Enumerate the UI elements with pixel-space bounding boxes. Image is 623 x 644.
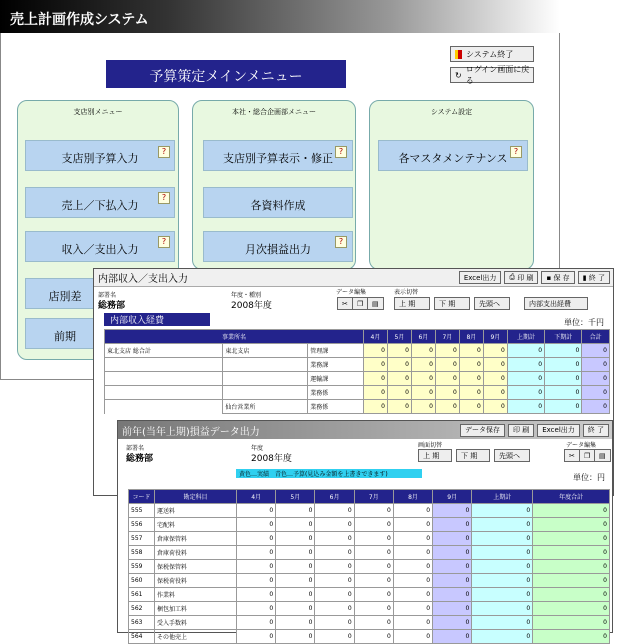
value-cell[interactable]: 0 bbox=[582, 372, 610, 386]
value-cell[interactable]: 0 bbox=[582, 344, 610, 358]
window-title: 前年(当年上期)損益データ出力 bbox=[122, 426, 260, 438]
account-cell: その他売上 bbox=[155, 630, 237, 644]
code-cell: 563 bbox=[129, 616, 155, 630]
value-cell[interactable]: 0 bbox=[533, 616, 610, 630]
table-row bbox=[129, 504, 610, 518]
value-cell[interactable]: 0 bbox=[354, 574, 393, 588]
branch-cell bbox=[223, 372, 308, 386]
first-half-button[interactable]: 上 期 bbox=[418, 449, 452, 462]
value-cell[interactable]: 0 bbox=[393, 630, 432, 644]
app-title: 売上計画作成システム bbox=[0, 0, 560, 33]
table-row bbox=[129, 560, 610, 574]
top-button[interactable]: 先頭へ bbox=[474, 297, 510, 310]
org-cell: 東北支店 総合計 bbox=[105, 344, 223, 358]
value-cell[interactable]: 0 bbox=[483, 358, 507, 372]
value-cell[interactable]: 0 bbox=[393, 504, 432, 518]
dept-value: 総務部 bbox=[98, 301, 126, 311]
value-cell[interactable]: 0 bbox=[354, 588, 393, 602]
value-cell[interactable]: 0 bbox=[237, 504, 276, 518]
table-row bbox=[129, 630, 610, 644]
code-cell: 558 bbox=[129, 546, 155, 560]
unit-label: 単位：円 bbox=[573, 473, 605, 482]
print-button[interactable]: ⎙ 印 刷 bbox=[504, 271, 538, 284]
year-value: 2008年度 bbox=[231, 301, 272, 311]
section-cell: 業務係 bbox=[308, 386, 364, 400]
org-cell bbox=[105, 386, 223, 400]
value-cell[interactable]: 0 bbox=[315, 602, 354, 616]
value-cell[interactable]: 0 bbox=[472, 616, 533, 630]
value-cell[interactable]: 0 bbox=[472, 588, 533, 602]
table-row bbox=[129, 518, 610, 532]
value-cell[interactable]: 0 bbox=[315, 616, 354, 630]
code-cell: 564 bbox=[129, 630, 155, 644]
value-cell[interactable]: 0 bbox=[472, 602, 533, 616]
dept-value: 総務部 bbox=[126, 454, 154, 464]
value-cell[interactable]: 0 bbox=[435, 372, 459, 386]
account-cell: 受入手数料 bbox=[155, 616, 237, 630]
value-cell[interactable]: 0 bbox=[533, 504, 610, 518]
value-cell[interactable]: 0 bbox=[387, 372, 411, 386]
value-cell[interactable]: 0 bbox=[459, 358, 483, 372]
pl-export-window bbox=[117, 420, 613, 641]
value-cell[interactable]: 0 bbox=[237, 546, 276, 560]
branch-budget-view-button[interactable]: 支店別予算表示・修正 bbox=[203, 140, 353, 171]
table-header: 事業所名 4月 5月 6月 7月 8月 9月 上期計 下期計 合計 bbox=[105, 330, 610, 344]
value-cell[interactable]: 0 bbox=[533, 574, 610, 588]
print-button[interactable]: 印 刷 bbox=[508, 424, 534, 437]
year-value: 2008年度 bbox=[251, 454, 292, 464]
table-row bbox=[129, 602, 610, 616]
code-cell: 559 bbox=[129, 560, 155, 574]
value-cell[interactable]: 0 bbox=[276, 532, 315, 546]
value-cell[interactable]: 0 bbox=[433, 518, 472, 532]
unit-label: 単位：千円 bbox=[564, 318, 604, 327]
login-return-button[interactable]: ↻ ログイン画面に戻る bbox=[450, 67, 534, 83]
code-cell: 561 bbox=[129, 588, 155, 602]
table-row bbox=[129, 588, 610, 602]
code-cell: 557 bbox=[129, 532, 155, 546]
org-cell bbox=[105, 372, 223, 386]
copy-icon[interactable]: ❐ bbox=[579, 449, 595, 462]
value-cell[interactable]: 0 bbox=[411, 358, 435, 372]
branch-cell bbox=[223, 386, 308, 400]
value-cell[interactable]: 0 bbox=[315, 560, 354, 574]
value-cell[interactable]: 0 bbox=[472, 546, 533, 560]
section-cell: 運輸課 bbox=[308, 372, 364, 386]
store-diff-button[interactable]: 店別差 bbox=[25, 278, 105, 309]
value-cell[interactable]: 0 bbox=[459, 386, 483, 400]
value-cell[interactable]: 0 bbox=[582, 358, 610, 372]
value-cell[interactable]: 0 bbox=[363, 344, 387, 358]
code-cell: 555 bbox=[129, 504, 155, 518]
value-cell[interactable]: 0 bbox=[354, 532, 393, 546]
data-save-button[interactable]: データ保存 bbox=[460, 424, 505, 437]
value-cell[interactable]: 0 bbox=[276, 518, 315, 532]
sales-input-button[interactable]: 売上／下払入力 bbox=[25, 187, 175, 218]
value-cell[interactable]: 0 bbox=[393, 574, 432, 588]
value-cell[interactable]: 0 bbox=[435, 400, 459, 414]
value-cell[interactable]: 0 bbox=[533, 602, 610, 616]
dept-label: 部署名 bbox=[126, 445, 145, 452]
dept-label: 部署名 bbox=[98, 292, 117, 299]
help-icon[interactable]: ? bbox=[335, 146, 347, 158]
paste-icon[interactable]: ▤ bbox=[367, 297, 384, 310]
value-cell[interactable]: 0 bbox=[393, 602, 432, 616]
value-cell[interactable]: 0 bbox=[459, 344, 483, 358]
value-cell[interactable]: 0 bbox=[533, 518, 610, 532]
section-header: 内部収入経費 bbox=[104, 313, 210, 326]
save-button[interactable]: ▪ 保 存 bbox=[541, 271, 574, 284]
table-row bbox=[105, 400, 610, 414]
account-cell: 作業料 bbox=[155, 588, 237, 602]
value-cell[interactable]: 0 bbox=[363, 400, 387, 414]
value-cell[interactable]: 0 bbox=[545, 344, 582, 358]
exit-button[interactable]: 終 了 bbox=[583, 424, 609, 437]
table-row bbox=[105, 358, 610, 372]
legend-note: 黄色…実績 青色…予算(見込み金額を上書きできます) bbox=[236, 469, 422, 478]
value-cell[interactable]: 0 bbox=[483, 386, 507, 400]
value-cell[interactable]: 0 bbox=[354, 518, 393, 532]
value-cell[interactable]: 0 bbox=[435, 344, 459, 358]
value-cell[interactable]: 0 bbox=[433, 532, 472, 546]
value-cell[interactable]: 0 bbox=[472, 504, 533, 518]
value-cell[interactable]: 0 bbox=[393, 546, 432, 560]
value-cell[interactable]: 0 bbox=[433, 574, 472, 588]
window-titlebar bbox=[94, 269, 613, 287]
value-cell[interactable]: 0 bbox=[315, 630, 354, 644]
table-row bbox=[129, 532, 610, 546]
value-cell[interactable]: 0 bbox=[433, 602, 472, 616]
menu-title: 予算策定メインメニュー bbox=[106, 60, 346, 88]
value-cell[interactable]: 0 bbox=[472, 560, 533, 574]
panel-title: 支店別メニュー bbox=[73, 108, 123, 116]
exit-button[interactable]: ▮ 終 了 bbox=[578, 271, 610, 284]
code-cell: 556 bbox=[129, 518, 155, 532]
value-cell[interactable]: 0 bbox=[582, 386, 610, 400]
monthly-pl-button[interactable]: 月次損益出力 bbox=[203, 231, 353, 262]
income-input-button[interactable]: 収入／支出入力 bbox=[25, 231, 175, 262]
org-cell bbox=[105, 358, 223, 372]
value-cell[interactable]: 0 bbox=[483, 344, 507, 358]
value-cell[interactable]: 0 bbox=[354, 504, 393, 518]
value-cell[interactable]: 0 bbox=[363, 372, 387, 386]
top-button[interactable]: 先頭へ bbox=[494, 449, 530, 462]
value-cell[interactable]: 0 bbox=[315, 574, 354, 588]
value-cell[interactable]: 0 bbox=[411, 400, 435, 414]
branch-cell: 仙台営業所 bbox=[223, 400, 308, 414]
value-cell[interactable]: 0 bbox=[545, 400, 582, 414]
value-cell[interactable]: 0 bbox=[237, 560, 276, 574]
value-cell[interactable]: 0 bbox=[433, 546, 472, 560]
account-cell: 保税荷役料 bbox=[155, 574, 237, 588]
value-cell[interactable]: 0 bbox=[315, 504, 354, 518]
branch-budget-button[interactable]: 支店別予算入力 bbox=[25, 140, 175, 171]
value-cell[interactable]: 0 bbox=[433, 630, 472, 644]
value-cell[interactable]: 0 bbox=[276, 602, 315, 616]
year-label: 年度・種別 bbox=[231, 292, 262, 299]
table-row bbox=[129, 546, 610, 560]
internal-table bbox=[104, 329, 610, 414]
value-cell[interactable]: 0 bbox=[433, 560, 472, 574]
branch-cell: 東北支店 bbox=[223, 344, 308, 358]
value-cell[interactable]: 0 bbox=[354, 616, 393, 630]
value-cell[interactable]: 0 bbox=[393, 616, 432, 630]
value-cell[interactable]: 0 bbox=[393, 532, 432, 546]
window-title: 内部収入／支出入力 bbox=[98, 274, 188, 285]
table-row bbox=[129, 574, 610, 588]
master-maintenance-button[interactable]: 各マスタメンテナンス bbox=[378, 140, 528, 171]
value-cell[interactable]: 0 bbox=[393, 518, 432, 532]
value-cell[interactable]: 0 bbox=[276, 630, 315, 644]
value-cell[interactable]: 0 bbox=[433, 616, 472, 630]
system-exit-button[interactable]: システム終了 bbox=[450, 46, 534, 62]
first-half-button[interactable]: 上 期 bbox=[394, 297, 430, 310]
internal-expense-button[interactable]: 内部支出経費 bbox=[524, 297, 588, 310]
back-icon: ↻ bbox=[455, 70, 462, 80]
excel-button[interactable]: Excel出力 bbox=[459, 271, 502, 284]
account-cell: 倉庫荷役料 bbox=[155, 546, 237, 560]
panel-title: 本社・総合企画部メニュー bbox=[232, 108, 316, 116]
excel-button[interactable]: Excel出力 bbox=[537, 424, 580, 437]
edit-label: データ編集 bbox=[336, 289, 367, 296]
value-cell[interactable]: 0 bbox=[354, 560, 393, 574]
value-cell[interactable]: 0 bbox=[433, 504, 472, 518]
value-cell[interactable]: 0 bbox=[411, 372, 435, 386]
value-cell[interactable]: 0 bbox=[507, 386, 544, 400]
branch-cell bbox=[223, 358, 308, 372]
year-label: 年度 bbox=[251, 445, 264, 452]
value-cell[interactable]: 0 bbox=[315, 518, 354, 532]
value-cell[interactable]: 0 bbox=[545, 372, 582, 386]
value-cell[interactable]: 0 bbox=[354, 602, 393, 616]
section-cell: 業務係 bbox=[308, 400, 364, 414]
value-cell[interactable]: 0 bbox=[545, 386, 582, 400]
value-cell[interactable]: 0 bbox=[387, 344, 411, 358]
account-cell: 保税保管料 bbox=[155, 560, 237, 574]
account-cell: 宅配料 bbox=[155, 518, 237, 532]
code-cell: 562 bbox=[129, 602, 155, 616]
second-half-button[interactable]: 下 期 bbox=[456, 449, 490, 462]
account-cell: 倉庫保管料 bbox=[155, 532, 237, 546]
code-cell: 560 bbox=[129, 574, 155, 588]
switch-label: 表示切替 bbox=[394, 289, 419, 296]
value-cell[interactable]: 0 bbox=[315, 588, 354, 602]
value-cell[interactable]: 0 bbox=[315, 546, 354, 560]
settings-panel bbox=[369, 100, 534, 270]
value-cell[interactable]: 0 bbox=[483, 372, 507, 386]
help-icon[interactable]: ? bbox=[510, 146, 522, 158]
section-cell: 管理課 bbox=[308, 344, 364, 358]
value-cell[interactable]: 0 bbox=[237, 588, 276, 602]
value-cell[interactable]: 0 bbox=[533, 588, 610, 602]
value-cell[interactable]: 0 bbox=[533, 546, 610, 560]
window-titlebar bbox=[118, 421, 612, 439]
account-cell: 運送料 bbox=[155, 504, 237, 518]
value-cell[interactable]: 0 bbox=[472, 532, 533, 546]
cut-icon[interactable]: ✂ bbox=[337, 297, 353, 310]
edit-label: データ編集 bbox=[566, 442, 597, 449]
value-cell[interactable]: 0 bbox=[276, 616, 315, 630]
value-cell[interactable]: 0 bbox=[387, 386, 411, 400]
value-cell[interactable]: 0 bbox=[507, 400, 544, 414]
value-cell[interactable]: 0 bbox=[483, 400, 507, 414]
value-cell[interactable]: 0 bbox=[545, 358, 582, 372]
copy-icon[interactable]: ❐ bbox=[352, 297, 368, 310]
help-icon[interactable]: ? bbox=[158, 146, 170, 158]
account-cell: 梱包加工料 bbox=[155, 602, 237, 616]
cut-icon[interactable]: ✂ bbox=[564, 449, 580, 462]
previous-term-button[interactable]: 前期 bbox=[25, 318, 105, 349]
table-row bbox=[105, 344, 610, 358]
value-cell[interactable]: 0 bbox=[237, 574, 276, 588]
value-cell[interactable]: 0 bbox=[533, 630, 610, 644]
value-cell[interactable]: 0 bbox=[276, 574, 315, 588]
value-cell[interactable]: 0 bbox=[435, 386, 459, 400]
section-cell: 業務課 bbox=[308, 358, 364, 372]
value-cell[interactable]: 0 bbox=[354, 546, 393, 560]
value-cell[interactable]: 0 bbox=[363, 358, 387, 372]
value-cell[interactable]: 0 bbox=[472, 518, 533, 532]
switch-label: 画面切替 bbox=[418, 442, 443, 449]
value-cell[interactable]: 0 bbox=[237, 616, 276, 630]
value-cell[interactable]: 0 bbox=[354, 630, 393, 644]
value-cell[interactable]: 0 bbox=[533, 532, 610, 546]
panel-title: システム設定 bbox=[430, 108, 473, 116]
table-row bbox=[129, 616, 610, 630]
value-cell[interactable]: 0 bbox=[237, 532, 276, 546]
value-cell[interactable]: 0 bbox=[507, 372, 544, 386]
value-cell[interactable]: 0 bbox=[507, 344, 544, 358]
value-cell[interactable]: 0 bbox=[387, 358, 411, 372]
help-icon[interactable]: ? bbox=[158, 236, 170, 248]
paste-icon[interactable]: ▤ bbox=[594, 449, 611, 462]
value-cell[interactable]: 0 bbox=[393, 560, 432, 574]
value-cell[interactable]: 0 bbox=[459, 400, 483, 414]
value-cell[interactable]: 0 bbox=[411, 386, 435, 400]
value-cell[interactable]: 0 bbox=[582, 400, 610, 414]
table-row bbox=[105, 372, 610, 386]
value-cell[interactable]: 0 bbox=[315, 532, 354, 546]
value-cell[interactable]: 0 bbox=[387, 400, 411, 414]
value-cell[interactable]: 0 bbox=[276, 588, 315, 602]
value-cell[interactable]: 0 bbox=[533, 560, 610, 574]
value-cell[interactable]: 0 bbox=[472, 574, 533, 588]
value-cell[interactable]: 0 bbox=[393, 588, 432, 602]
pl-table bbox=[128, 489, 610, 644]
value-cell[interactable]: 0 bbox=[276, 504, 315, 518]
value-cell[interactable]: 0 bbox=[237, 518, 276, 532]
value-cell[interactable]: 0 bbox=[472, 630, 533, 644]
second-half-button[interactable]: 下 期 bbox=[434, 297, 470, 310]
value-cell[interactable]: 0 bbox=[276, 560, 315, 574]
value-cell[interactable]: 0 bbox=[435, 358, 459, 372]
value-cell[interactable]: 0 bbox=[237, 630, 276, 644]
table-row bbox=[105, 386, 610, 400]
value-cell[interactable]: 0 bbox=[507, 358, 544, 372]
value-cell[interactable]: 0 bbox=[237, 602, 276, 616]
value-cell[interactable]: 0 bbox=[433, 588, 472, 602]
table-header: コード 勘定科目 4月 5月 6月 7月 8月 9月 上期計 年度合計 bbox=[129, 490, 610, 504]
value-cell[interactable]: 0 bbox=[276, 546, 315, 560]
exit-icon bbox=[455, 50, 462, 59]
documents-button[interactable]: 各資料作成 bbox=[203, 187, 353, 218]
value-cell[interactable]: 0 bbox=[363, 386, 387, 400]
help-icon[interactable]: ? bbox=[158, 192, 170, 204]
value-cell[interactable]: 0 bbox=[411, 344, 435, 358]
org-cell bbox=[105, 400, 223, 414]
help-icon[interactable]: ? bbox=[335, 236, 347, 248]
value-cell[interactable]: 0 bbox=[459, 372, 483, 386]
